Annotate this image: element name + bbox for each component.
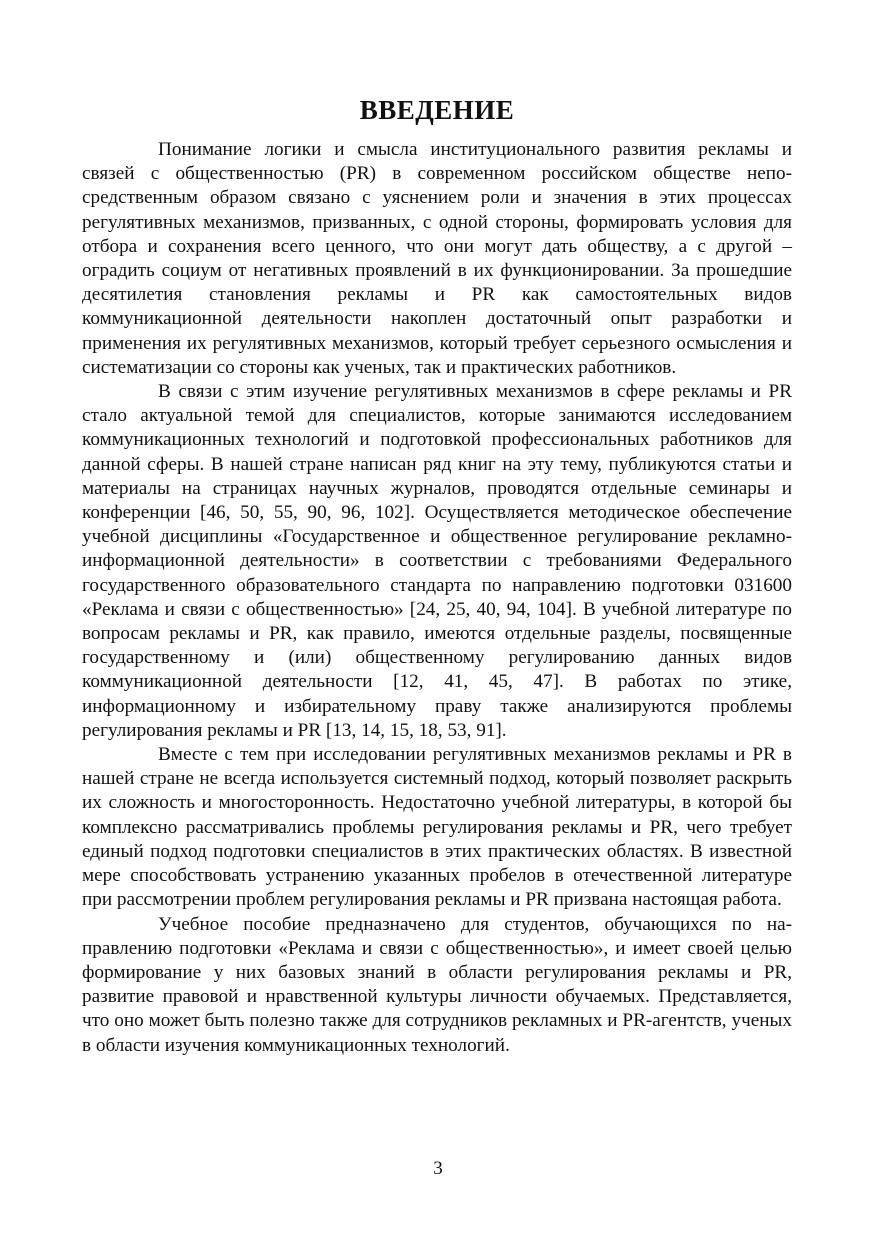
paragraph-3: Вместе с тем при исследовании регулятивных механизмов рекламы и PR в нашей стране не всегда используется системный подход, который позволяет раскрыть их сложность и многосторонность. Недостаточно учебной литературы, в которой бы комплексно рассматривались проблемы регулирования рекламы и PR, чего требует единый подход подготовки специалистов в этих практических областях. В известной мере способствовать устранению указанных пробелов в отечественной литературе при рассмотрении проблем регулирования рекламы и PR призвана настоящая работа.: [82, 744, 792, 911]
paragraph-2: В связи с этим изучение регулятивных механизмов в сфере рекламы и PR стало актуальной темой для специалистов, которые занимаются исследованием коммуникационных технологий и подготовкой профессиональных работников для данной сферы. В нашей стране написан ряд книг на эту тему, публикуются статьи и материалы на страницах научных журналов, проводятся отдельные семинары и конференции [46, 50, 55, 90, 96, 102]. Осуществляется методическое обеспечение учебной дисциплины «Государственное и общественное регулирование рекламно-информационной деятельности» в соответствии с требованиями Федерального государственного образовательного стандарта по направлению подготовки 031600 «Реклама и связи с общественностью» [24, 25, 40, 94, 104]. В учебной литературе по вопросам рекламы и PR, как правило, имеются отдельные разделы, посвященные государственному и (или) общественному регулированию данных видов коммуникационной деятельности [12, 41, 45, 47]. В работах по этике, информационному и избирательному праву также анализируются проблемы регулирования рекламы и PR [13, 14, 15, 18, 53, 91].: [82, 381, 792, 741]
paragraph-4: Учебное пособие предназначено для студентов, обучающихся по направлению подготовки «Реклама и связи с общественностью», и имеет своей целью формирование у них базовых знаний в области регулирования рекламы и PR, развитие правовой и нравственной культуры личности обучаемых. Представляется, что оно может быть полезно также для сотрудников рекламных и PR-агентств, ученых в области изучения коммуникационных технологий.: [82, 913, 792, 1056]
document-page: [82, 92, 792, 1058]
paragraph-1: Понимание логики и смысла институционального развития рекламы и связей с общественностью (PR) в современном российском обществе непосредственным образом связано с уяснением роли и значения в этих процессах регулятивных механизмов, призванных, с одной стороны, формировать условия для отбора и сохранения всего ценного, что они могут дать обществу, а с другой – оградить социум от негативных проявлений в их функционировании. За прошедшие десятилетия становления рекламы и PR как самостоятельных видов коммуникационной деятельности накоплен достаточный опыт разработки и применения их регулятивных механизмов, который требует серьезного осмысления и систематизации со стороны как ученых, так и практических работников.: [82, 139, 792, 378]
page-number: 3: [433, 1158, 443, 1179]
page-title: ВВЕДЕНИЕ: [359, 95, 515, 125]
